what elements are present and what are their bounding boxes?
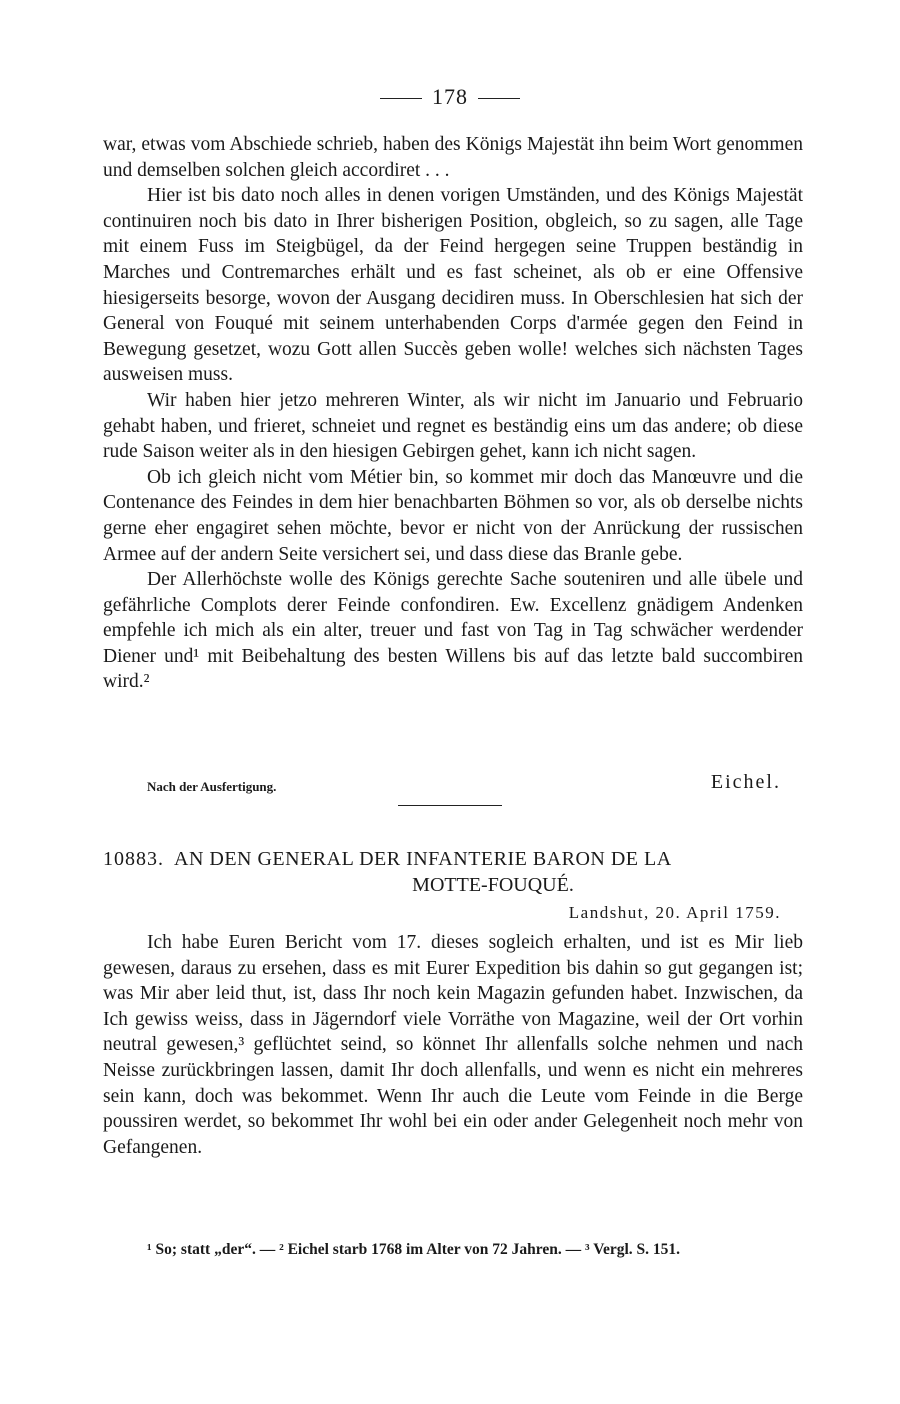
document-heading-line1 xyxy=(103,846,803,872)
body-paragraph: Ob ich gleich nicht vom Métier bin, so kommet mir doch das Manœuvre und die Contenance des Feindes in dem hier benachbarten Böhmen so vor, als ob derselbe nichts gerne eher engagiret sehen möchte, bevor er nicht von der Anrückung der russischen Armee auf der andern Seite versichert sei, und dass diese das Branle gebe. xyxy=(103,466,803,565)
document-heading xyxy=(103,846,803,898)
footnote-text: ¹ So; statt „der“. — ² Eichel starb 1768 im Alter von 72 Jahren. — ³ Vergl. S. 151. xyxy=(147,1241,681,1258)
date: 20. April 1759. xyxy=(655,903,781,922)
body-paragraph: Der Allerhöchste wolle des Königs gerechte Sache souteniren und alle übele und gefährliche Complots derer Feinde confondiren. Ew. Excellenz gnädigem Andenken empfehle ich mich als ein alter, treuer und fast von Tag in Tag schwächer werdender Diener und¹ mit Beibehaltung des besten Willens bis auf das letzte bald succombiren wird.² xyxy=(103,569,803,693)
letter-paragraph: Ich habe Euren Bericht vom 17. dieses sogleich erhalten, und ist es Mir lieb gewesen, daraus zu ersehen, dass es mit Eurer Expedition bis dahin so gut gegangen ist; was Mir aber leid thut, ist, dass Ihr noch kein Magazin gefunden habet. Inzwischen, da Ich gewiss weiss, dass in Jägerndorf viele Vorräthe von Magazine, weil der Ort vorhin neutral gewesen,³ geflüchtet seind, so könnet Ihr allenfalls solche nehmen und nach Neisse zurückbringen lassen, damit Ihr doch allenfalls, und wenn es nicht ein mehreres sein kann, doch was bekommet. Wenn Ihr auch die Leute vom Feinde in die Berge poussiren werdet, so bekommet Ihr wohl bei ein oder ander Gelegenheit noch mehr von Gefangenen. xyxy=(103,932,803,1158)
place-date xyxy=(569,903,781,923)
source-note: Nach der Ausfertigung. xyxy=(147,779,277,794)
page-number-text: 178 xyxy=(432,84,468,109)
letter-text xyxy=(103,930,803,1160)
signature: Eichel. xyxy=(710,771,781,793)
document-title-line1: AN DEN GENERAL DER INFANTERIE BARON DE LA xyxy=(174,848,672,870)
document-number: 10883. xyxy=(103,848,164,870)
place: Landshut, xyxy=(568,903,650,922)
body-text xyxy=(103,132,803,695)
page-number-dash-right xyxy=(478,98,520,99)
page-number xyxy=(0,84,900,110)
page-number-dash-left xyxy=(380,98,422,99)
body-paragraph: Hier ist bis dato noch alles in denen vorigen Umständen, und des Königs Majestät continuiren noch bis dato in Ihrer bisherigen Position, obgleich, so zu sagen, alle Tage mit einem Fuss im Steigbügel, da der Feind hergegen seine Truppen beständig in Marches und Contremarches erhält und es fast scheinet, als ob er eine Offensive hiesigerseits besorge, wovon der Ausgang decidiren muss. In Oberschlesien hat sich der General von Fouqué mit seinem unterhabenden Corps d'armée gegen den Feind in Bewegung gesetzet, wozu Gott allen Succès geben wolle! welches sich nächsten Tages ausweisen muss. xyxy=(103,185,803,386)
body-paragraph: Wir haben hier jetzo mehreren Winter, als wir nicht im Januario und Februario gehabt haben, und frieret, schneiet und regnet es beständig eins um das andere; ob diese rude Saison weiter als in den hiesigen Gebirgen gehet, kann ich nicht sagen. xyxy=(103,389,803,463)
signature-line xyxy=(103,771,803,797)
body-paragraph: war, etwas vom Abschiede schrieb, haben des Königs Majestät ihn beim Wort genommen und demselben solchen gleich accordiret . . . xyxy=(103,134,803,181)
footnotes xyxy=(103,1238,803,1262)
document-title-line2: MOTTE-FOUQUÉ. xyxy=(412,874,574,896)
section-divider xyxy=(398,805,502,806)
